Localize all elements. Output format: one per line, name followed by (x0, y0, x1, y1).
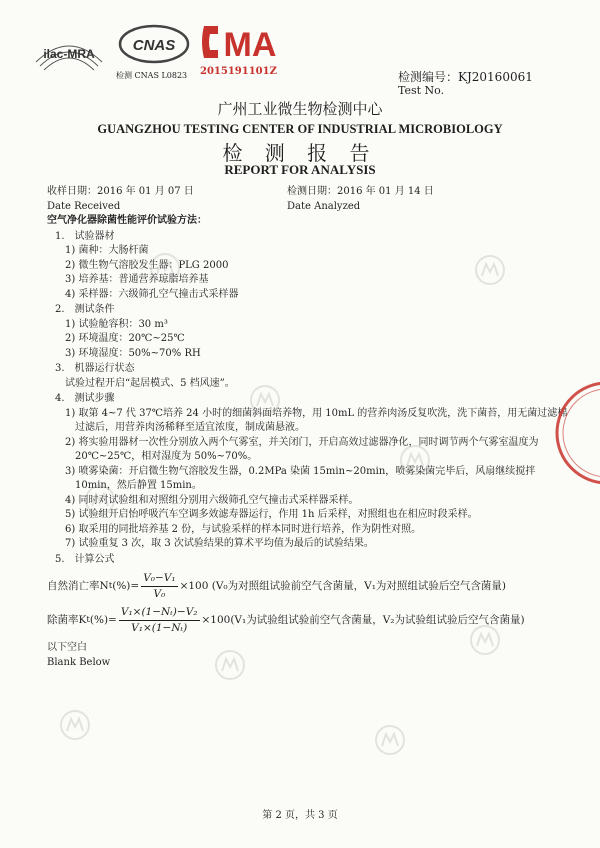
dates-row-en (47, 200, 527, 215)
dates-row (47, 185, 527, 200)
formula-tail: ×100 (V₀为对照组试验前空气含菌量，V₁为对照组试验后空气含菌量) (179, 579, 507, 592)
page-number: 第 2 页，共 3 页 (262, 810, 338, 821)
section-4-title: 4. 测试步骤 (55, 393, 115, 404)
cma-logo (198, 20, 280, 64)
watermark-icon (210, 645, 250, 685)
cnas-number: 检测 CNAS L0823 (116, 71, 188, 80)
formula-natural-decay (47, 571, 572, 601)
method-title: 空气净化器除菌性能评价试验方法： (47, 215, 207, 226)
denominator: V₁×(1−Nₜ) (131, 621, 188, 634)
org-name-cn: 广州工业微生物检测中心 (217, 100, 383, 118)
watermark-icon (80, 480, 120, 520)
step-item: 1) 取第 4~7 代 37℃培养 24 小时的细菌斜面培养物，用 10mL 的营养肉汤反复吹洗，洗下菌苔，用无菌过滤棉过滤后，用营养肉汤稀释至适宜浓度，制成菌悬液。 (65, 407, 568, 433)
cnas-logo (116, 22, 192, 70)
formula-tail: ×100(V₁为试验组试验前空气含菌量，V₂为试验组试验后空气含菌量) (201, 613, 525, 626)
step-item: 4) 同时对试验组和对照组分别用六级筛孔空气撞击式采样器采样。 (65, 494, 359, 506)
step-item: 2) 将实验用器材一次性分别放入两个气雾室，并关闭门，开启高效过滤器净化，同时调节两个气雾室温度为 20℃~25℃，相对湿度为 50%~70%。 (65, 436, 539, 462)
numerator: V₁×(1−Nₜ)−V₂ (119, 605, 200, 621)
official-stamp (545, 378, 600, 488)
watermark-icon (370, 720, 410, 760)
fraction (141, 571, 177, 601)
list-item: 2) 环境温度：20℃~25℃ (65, 333, 185, 344)
section-5-title: 5. 计算公式 (55, 553, 115, 565)
cma-number: 2015191101Z (200, 66, 277, 77)
list-item: 3) 环境湿度：50%~70% RH (65, 347, 201, 359)
blank-below-en: Blank Below (47, 656, 111, 668)
watermark-icon (470, 250, 510, 290)
step-item: 5) 试验组开启怡呼吸汽车空调多效滤寿器运行，作用 1h 后采样，对照组也在相应时段采样。 (65, 509, 478, 520)
section-3-title: 3. 机器运行状态 (55, 363, 135, 374)
denominator: V₀ (153, 587, 166, 600)
section-3-text: 试验过程开启“起居模式、5 档风速”。 (65, 377, 235, 389)
svg-text:CNAS: CNAS (132, 37, 176, 54)
date-received-en: Date Received (47, 200, 121, 212)
step-item: 6) 取采用的同批培养基 2 份，与试验采样的样本同时进行培养，作为阴性对照。 (65, 523, 422, 535)
test-number-en: Test No. (398, 84, 445, 97)
formula-eq: (%)= (89, 613, 117, 626)
fraction (119, 605, 200, 635)
watermark-icon (55, 705, 95, 745)
list-item: 2) 微生物气溶胶发生器：PLG 2000 (65, 259, 229, 271)
section-2-title: 2. 测试条件 (55, 304, 115, 315)
list-item: 3) 培养基：普通营养琼脂培养基 (65, 274, 209, 285)
org-name-en: GUANGZHOU TESTING CENTER OF INDUSTRIAL MICROBIOLOGY (97, 122, 503, 136)
watermark-icon (465, 620, 505, 660)
section-1-title: 1. 试验器材 (55, 230, 115, 242)
list-item: 4) 采样器：六级筛孔空气撞击式采样器 (65, 288, 239, 300)
date-analyzed: 检测日期：2016 年 01 月 14 日 (287, 186, 434, 197)
svg-text:MA: MA (223, 26, 277, 64)
report-title-en: REPORT FOR ANALYSIS (224, 162, 376, 177)
list-item: 1) 试验舱容积：30 m³ (65, 318, 168, 330)
svg-text:ilac-MRA: ilac-MRA (43, 47, 95, 61)
numerator: V₀−V₁ (141, 571, 177, 587)
list-item: 1) 菌种：大肠杆菌 (65, 245, 149, 256)
watermark-icon (245, 380, 285, 420)
formula-sub: t (108, 580, 113, 591)
date-received: 收样日期：2016 年 01 月 07 日 (47, 186, 194, 197)
date-analyzed-en: Date Analyzed (287, 200, 361, 212)
formula-eq: (%)= (112, 579, 140, 592)
report-title-cn: 检 测 报 告 (222, 141, 378, 165)
watermark-icon (395, 440, 435, 480)
blank-below-cn: 以下空白 (47, 642, 87, 653)
formula-label: 自然消亡率N (47, 579, 109, 592)
formula-sub: t (86, 614, 90, 625)
formula-label: 除菌率K (47, 613, 87, 626)
step-item: 7) 试验重复 3 次，取 3 次试验结果的算术平均值为最后的试验结果。 (65, 538, 374, 549)
ilac-mra-logo (30, 22, 108, 80)
step-item: 3) 喷雾染菌：开启微生物气溶胶发生器，0.2MPa 染菌 15min~20min，喷雾染菌完毕后，风扇继续搅拌 10min，然后静置 15min。 (65, 465, 536, 491)
watermark-icon (145, 248, 185, 288)
test-number: 检测编号：KJ20160061 (398, 70, 533, 84)
